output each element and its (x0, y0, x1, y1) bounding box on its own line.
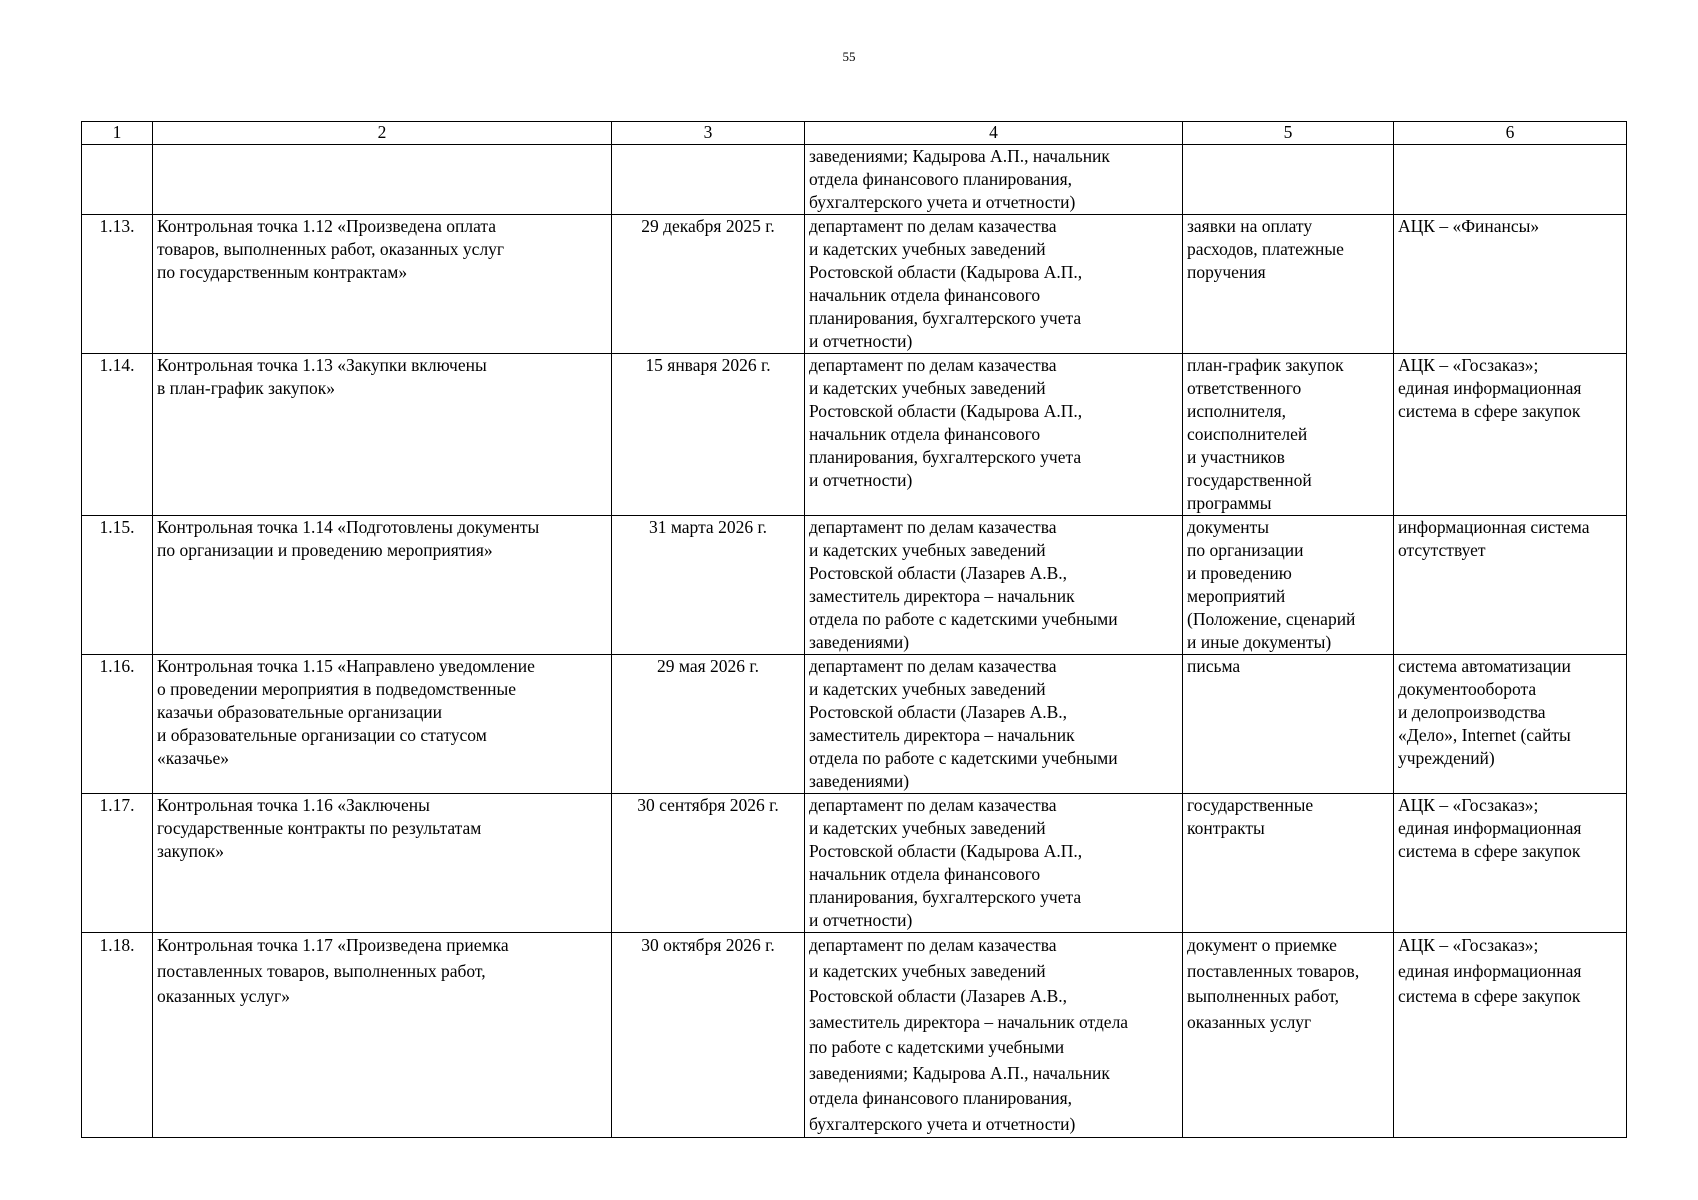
header-col-5: 5 (1183, 122, 1394, 145)
cell-text-line: и образовательные организации со статусом (157, 725, 487, 745)
table-row (82, 655, 1627, 794)
cell-text-line: государственные контракты по результатам (157, 818, 482, 838)
cell-text-line: государственные (1187, 795, 1314, 815)
cell-text-line: заведениями; Кадырова А.П., начальник (809, 1062, 1110, 1083)
cell-text-line: о проведении мероприятия в подведомственные (157, 679, 516, 699)
cell-text-line: закупок» (157, 841, 225, 861)
cell-text-line: отдела по работе с кадетскими учебными (809, 748, 1118, 768)
deadline-cell: 29 декабря 2025 г. (612, 215, 805, 354)
documents-cell (1183, 516, 1394, 655)
control-point-cell (153, 655, 612, 794)
deadline-cell: 30 сентября 2026 г. (612, 794, 805, 933)
cell-text-line: Контрольная точка 1.17 «Произведена приемка (157, 935, 509, 955)
table-row (82, 516, 1627, 655)
cell-text-line: Ростовской области (Лазарев А.В., (809, 986, 1068, 1006)
plan-table (81, 121, 1627, 1138)
row-number-cell: 1.16. (82, 655, 153, 794)
row-number-cell: 1.17. (82, 794, 153, 933)
responsible-cell (805, 215, 1183, 354)
cell-text-line: документооборота (1398, 679, 1537, 699)
control-point-cell (153, 354, 612, 516)
cell-text-line: АЦК – «Госзаказ»; (1398, 935, 1539, 955)
cell-text-line: начальник отдела финансового (809, 864, 1041, 884)
cell-text-line: и проведению (1187, 563, 1292, 583)
header-col-2: 2 (153, 122, 612, 145)
cell-text-line: система в сфере закупок (1398, 401, 1581, 421)
cell-text-line: департамент по делам казачества (809, 355, 1057, 375)
cell-text-line: поставленных товаров, (1187, 960, 1360, 981)
control-point-cell (153, 794, 612, 933)
documents-cell (1183, 354, 1394, 516)
cell-text-line: (Положение, сценарий (1187, 609, 1356, 629)
deadline-cell: 15 января 2026 г. (612, 354, 805, 516)
cell-text-line: планирования, бухгалтерского учета (809, 308, 1082, 328)
info-system-cell (1394, 215, 1627, 354)
cell-text-line: отдела финансового планирования, (809, 1088, 1073, 1108)
cell-text-line: планирования, бухгалтерского учета (809, 887, 1082, 907)
deadline-cell: 31 марта 2026 г. (612, 516, 805, 655)
header-col-1: 1 (82, 122, 153, 145)
header-col-4: 4 (805, 122, 1183, 145)
cell-text-line: департамент по делам казачества (809, 795, 1057, 815)
documents-cell (1183, 794, 1394, 933)
cell-text-line: контракты (1187, 818, 1265, 838)
cell-text-line: и кадетских учебных заведений (809, 540, 1046, 560)
cell-text-line: и отчетности) (809, 470, 913, 490)
documents-cell (1183, 215, 1394, 354)
responsible-cell (805, 655, 1183, 794)
deadline-cell (612, 145, 805, 215)
cell-text-line: Контрольная точка 1.13 «Закупки включены (157, 355, 487, 375)
cell-text-line: и кадетских учебных заведений (809, 239, 1046, 259)
documents-cell (1183, 655, 1394, 794)
cell-text-line: и иные документы) (1187, 632, 1332, 652)
deadline-cell: 30 октября 2026 г. (612, 933, 805, 1138)
table-row (82, 354, 1627, 516)
cell-text-line: по работе с кадетскими учебными (809, 1037, 1065, 1057)
cell-text-line: ответственного (1187, 378, 1302, 398)
row-number-cell (82, 145, 153, 215)
cell-text-line: и кадетских учебных заведений (809, 378, 1046, 398)
responsible-cell (805, 354, 1183, 516)
cell-text-line: система в сфере закупок (1398, 841, 1581, 861)
cell-text-line: Контрольная точка 1.14 «Подготовлены документы (157, 517, 540, 537)
cell-text-line: поручения (1187, 262, 1266, 282)
cell-text-line: соисполнителей (1187, 424, 1308, 444)
cell-text-line: и отчетности) (809, 910, 913, 930)
table-row (82, 145, 1627, 215)
page-number: 55 (842, 49, 856, 64)
cell-text-line: и кадетских учебных заведений (809, 818, 1046, 838)
cell-text-line: АЦК – «Финансы» (1398, 216, 1540, 236)
cell-text-line: бухгалтерского учета и отчетности) (809, 1113, 1076, 1134)
responsible-cell (805, 794, 1183, 933)
cell-text-line: единая информационная (1398, 378, 1582, 398)
cell-text-line: отдела финансового планирования, (809, 169, 1073, 189)
cell-text-line: программы (1187, 493, 1272, 513)
responsible-cell (805, 516, 1183, 655)
cell-text-line: департамент по делам казачества (809, 656, 1057, 676)
table-body (82, 145, 1627, 1138)
cell-text-line: Контрольная точка 1.16 «Заключены (157, 795, 430, 815)
cell-text-line: документы (1187, 517, 1270, 537)
cell-text-line: информационная система (1398, 517, 1590, 537)
cell-text-line: Ростовской области (Лазарев А.В., (809, 563, 1068, 583)
table-row (82, 933, 1627, 1138)
table-header-row (82, 122, 1627, 145)
cell-text-line: отдела по работе с кадетскими учебными (809, 609, 1118, 629)
control-point-cell (153, 516, 612, 655)
info-system-cell (1394, 655, 1627, 794)
row-number-cell: 1.18. (82, 933, 153, 1138)
cell-text-line: Ростовской области (Кадырова А.П., (809, 401, 1083, 421)
cell-text-line: и кадетских учебных заведений (809, 960, 1046, 981)
cell-text-line: товаров, выполненных работ, оказанных услуг (157, 239, 505, 259)
cell-text-line: в план-график закупок» (157, 378, 336, 398)
table-row (82, 794, 1627, 933)
row-number-cell: 1.13. (82, 215, 153, 354)
cell-text-line: оказанных услуг» (157, 986, 290, 1006)
header-col-3: 3 (612, 122, 805, 145)
cell-text-line: система автоматизации (1398, 656, 1571, 676)
cell-text-line: по организации и проведению мероприятия» (157, 540, 493, 560)
cell-text-line: АЦК – «Госзаказ»; (1398, 355, 1539, 375)
table-row (82, 215, 1627, 354)
cell-text-line: заведениями) (809, 771, 910, 791)
cell-text-line: план-график закупок (1187, 355, 1344, 375)
cell-text-line: письма (1187, 656, 1241, 676)
header-col-6: 6 (1394, 122, 1627, 145)
cell-text-line: и кадетских учебных заведений (809, 679, 1046, 699)
row-number-cell: 1.15. (82, 516, 153, 655)
cell-text-line: «Дело», Internet (сайты (1398, 725, 1571, 745)
cell-text-line: «казачье» (157, 748, 230, 768)
cell-text-line: отсутствует (1398, 540, 1486, 560)
control-point-cell (153, 145, 612, 215)
info-system-cell (1394, 794, 1627, 933)
cell-text-line: Ростовской области (Кадырова А.П., (809, 841, 1083, 861)
cell-text-line: казачьи образовательные организации (157, 702, 442, 722)
cell-text-line: расходов, платежные (1187, 239, 1344, 259)
cell-text-line: и делопроизводства (1398, 702, 1546, 722)
cell-text-line: Контрольная точка 1.12 «Произведена оплата (157, 216, 497, 236)
responsible-cell (805, 933, 1183, 1138)
deadline-cell: 29 мая 2026 г. (612, 655, 805, 794)
cell-text-line: по государственным контрактам» (157, 262, 408, 282)
cell-text-line: АЦК – «Госзаказ»; (1398, 795, 1539, 815)
cell-text-line: департамент по делам казачества (809, 216, 1057, 236)
info-system-cell (1394, 933, 1627, 1138)
cell-text-line: и участников (1187, 447, 1285, 467)
cell-text-line: заявки на оплату (1187, 216, 1313, 236)
cell-text-line: Контрольная точка 1.15 «Направлено уведомление (157, 656, 535, 676)
cell-text-line: мероприятий (1187, 586, 1286, 606)
cell-text-line: единая информационная (1398, 960, 1582, 981)
documents-cell (1183, 933, 1394, 1138)
cell-text-line: заведениями) (809, 632, 910, 652)
cell-text-line: учреждений) (1398, 748, 1495, 768)
cell-text-line: по организации (1187, 540, 1304, 560)
cell-text-line: департамент по делам казачества (809, 935, 1057, 955)
cell-text-line: государственной (1187, 470, 1312, 490)
responsible-cell (805, 145, 1183, 215)
cell-text-line: заместитель директора – начальник отдела (809, 1011, 1129, 1032)
cell-text-line: выполненных работ, (1187, 986, 1340, 1006)
cell-text-line: бухгалтерского учета и отчетности) (809, 192, 1076, 212)
cell-text-line: единая информационная (1398, 818, 1582, 838)
info-system-cell (1394, 145, 1627, 215)
cell-text-line: начальник отдела финансового (809, 285, 1041, 305)
cell-text-line: заместитель директора – начальник (809, 586, 1075, 606)
cell-text-line: исполнителя, (1187, 401, 1287, 421)
cell-text-line: Ростовской области (Лазарев А.В., (809, 702, 1068, 722)
info-system-cell (1394, 516, 1627, 655)
cell-text-line: планирования, бухгалтерского учета (809, 447, 1082, 467)
cell-text-line: система в сфере закупок (1398, 986, 1581, 1006)
info-system-cell (1394, 354, 1627, 516)
row-number-cell: 1.14. (82, 354, 153, 516)
cell-text-line: начальник отдела финансового (809, 424, 1041, 444)
control-point-cell (153, 933, 612, 1138)
documents-cell (1183, 145, 1394, 215)
cell-text-line: оказанных услуг (1187, 1011, 1312, 1032)
cell-text-line: и отчетности) (809, 331, 913, 351)
cell-text-line: департамент по делам казачества (809, 517, 1057, 537)
control-point-cell (153, 215, 612, 354)
cell-text-line: Ростовской области (Кадырова А.П., (809, 262, 1083, 282)
cell-text-line: поставленных товаров, выполненных работ, (157, 960, 486, 981)
cell-text-line: заведениями; Кадырова А.П., начальник (809, 146, 1110, 166)
cell-text-line: заместитель директора – начальник (809, 725, 1075, 745)
cell-text-line: документ о приемке (1187, 935, 1337, 955)
